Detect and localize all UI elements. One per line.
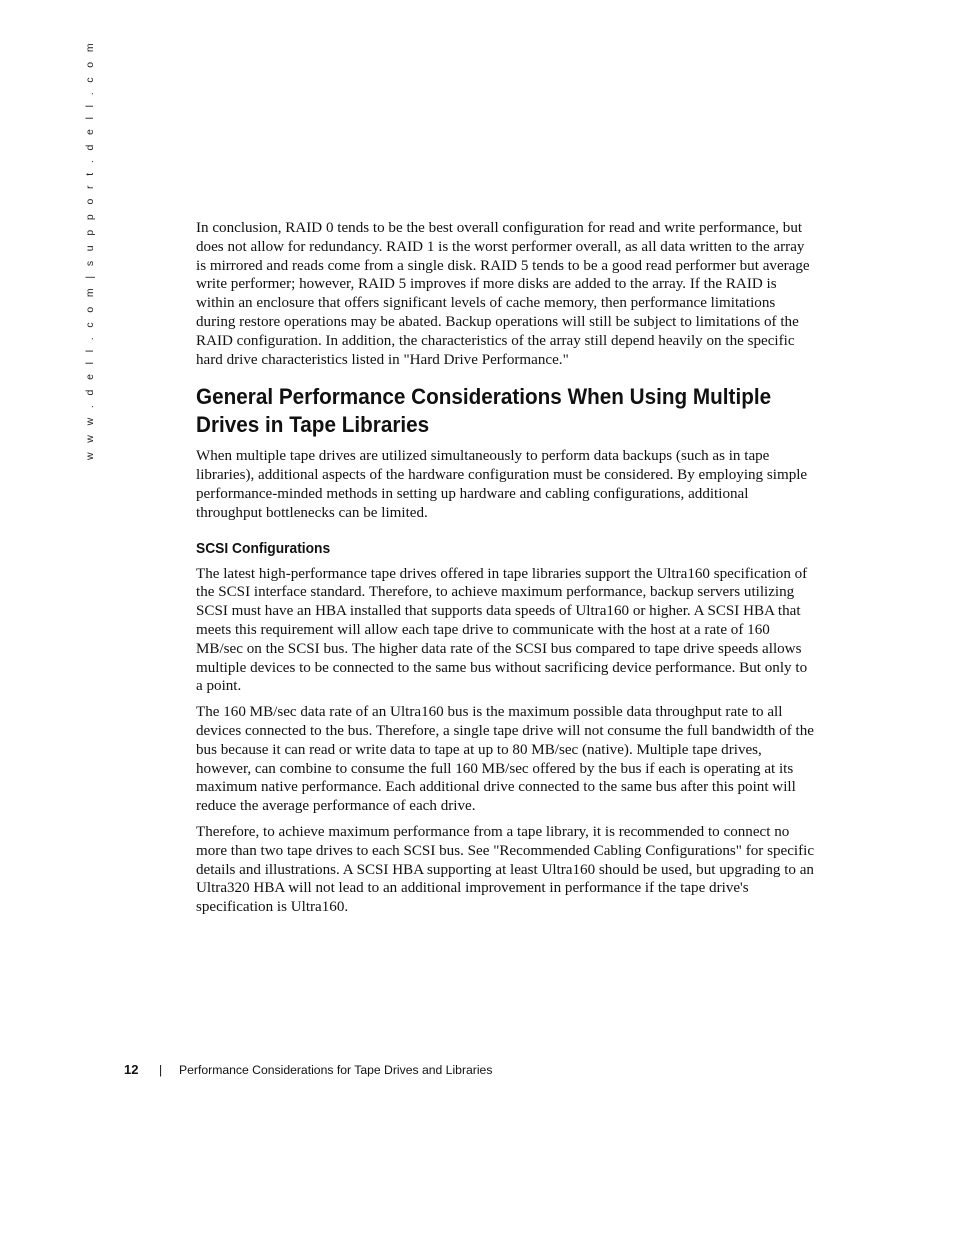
scsi-paragraph-3: Therefore, to achieve maximum performance from a tape library, it is recommended to connect no more than two tape drives to each SCSI bus. See "Recommended Cabling Configurations" for specific details and illustrations. A SCSI HBA supporting at least Ultra160 should be used, but upgrading to an Ultra320 HBA will not lead to an additional improvement in performance if the tape drive's specification is Ultra160.: [196, 823, 815, 916]
subsection-heading: SCSI Configurations: [196, 539, 331, 557]
page-content: [196, 219, 816, 924]
scsi-paragraph-1: The latest high-performance tape drives offered in tape libraries support the Ultra160 specification of the SCSI interface standard. Therefore, to achieve maximum performance, backup servers utilizing SCSI must have an HBA installed that supports data speeds of Ultra160 or higher. A SCSI HBA that meets this requirement will allow each tape drive to communicate with the host at a rate of 160 MB/sec on the SCSI bus. The higher data rate of the SCSI bus compared to tape drive speeds allows multiple devices to be connected to the same bus without sacrificing device performance. But only to a point.: [196, 565, 808, 695]
intro-paragraph: In conclusion, RAID 0 tends to be the best overall configuration for read and write performance, but does not allow for redundancy. RAID 1 is the worst performer overall, as all data written to the array is mirrored and reads come from a single disk. RAID 5 tends to be a good read performer but average write performer; however, RAID 5 improves if more disks are added to the array. If the RAID is within an enclosure that offers significant levels of cache memory, then performance limitations during restore operations may be abated. Backup operations will still be subject to limitations of the RAID configuration. In addition, the characteristics of the array still depend heavily on the specific hard drive characteristics listed in "Hard Drive Performance.": [196, 220, 810, 368]
section-heading: General Performance Considerations When Using Multiple Drives in Tape Libraries: [196, 384, 772, 438]
section-paragraph: When multiple tape drives are utilized simultaneously to perform data backups (such as in tape libraries), additional aspects of the hardware configuration must be considered. By employing simple performance-minded methods in setting up hardware and cabling configurations, additional throughput bottlenecks can be limited.: [196, 448, 808, 521]
footer-separator: |: [159, 1063, 163, 1077]
side-url: w w w . d e l l . c o m | s u p p o r t . d e l l . c o m: [84, 39, 96, 460]
footer-title: Performance Considerations for Tape Drives and Libraries: [179, 1063, 493, 1077]
page-number: 12: [124, 1062, 139, 1077]
scsi-paragraph-2: The 160 MB/sec data rate of an Ultra160 bus is the maximum possible data throughput rate to all devices connected to the bus. Therefore, a single tape drive will not consume the full bandwidth of the bus because it can read or write data to tape at up to 80 MB/sec (native). Multiple tape drives, however, can combine to consume the full 160 MB/sec offered by the bus if each is operating at its maximum native performance. Each additional drive connected to the same bus after this point will reduce the average performance of each drive.: [196, 704, 814, 815]
